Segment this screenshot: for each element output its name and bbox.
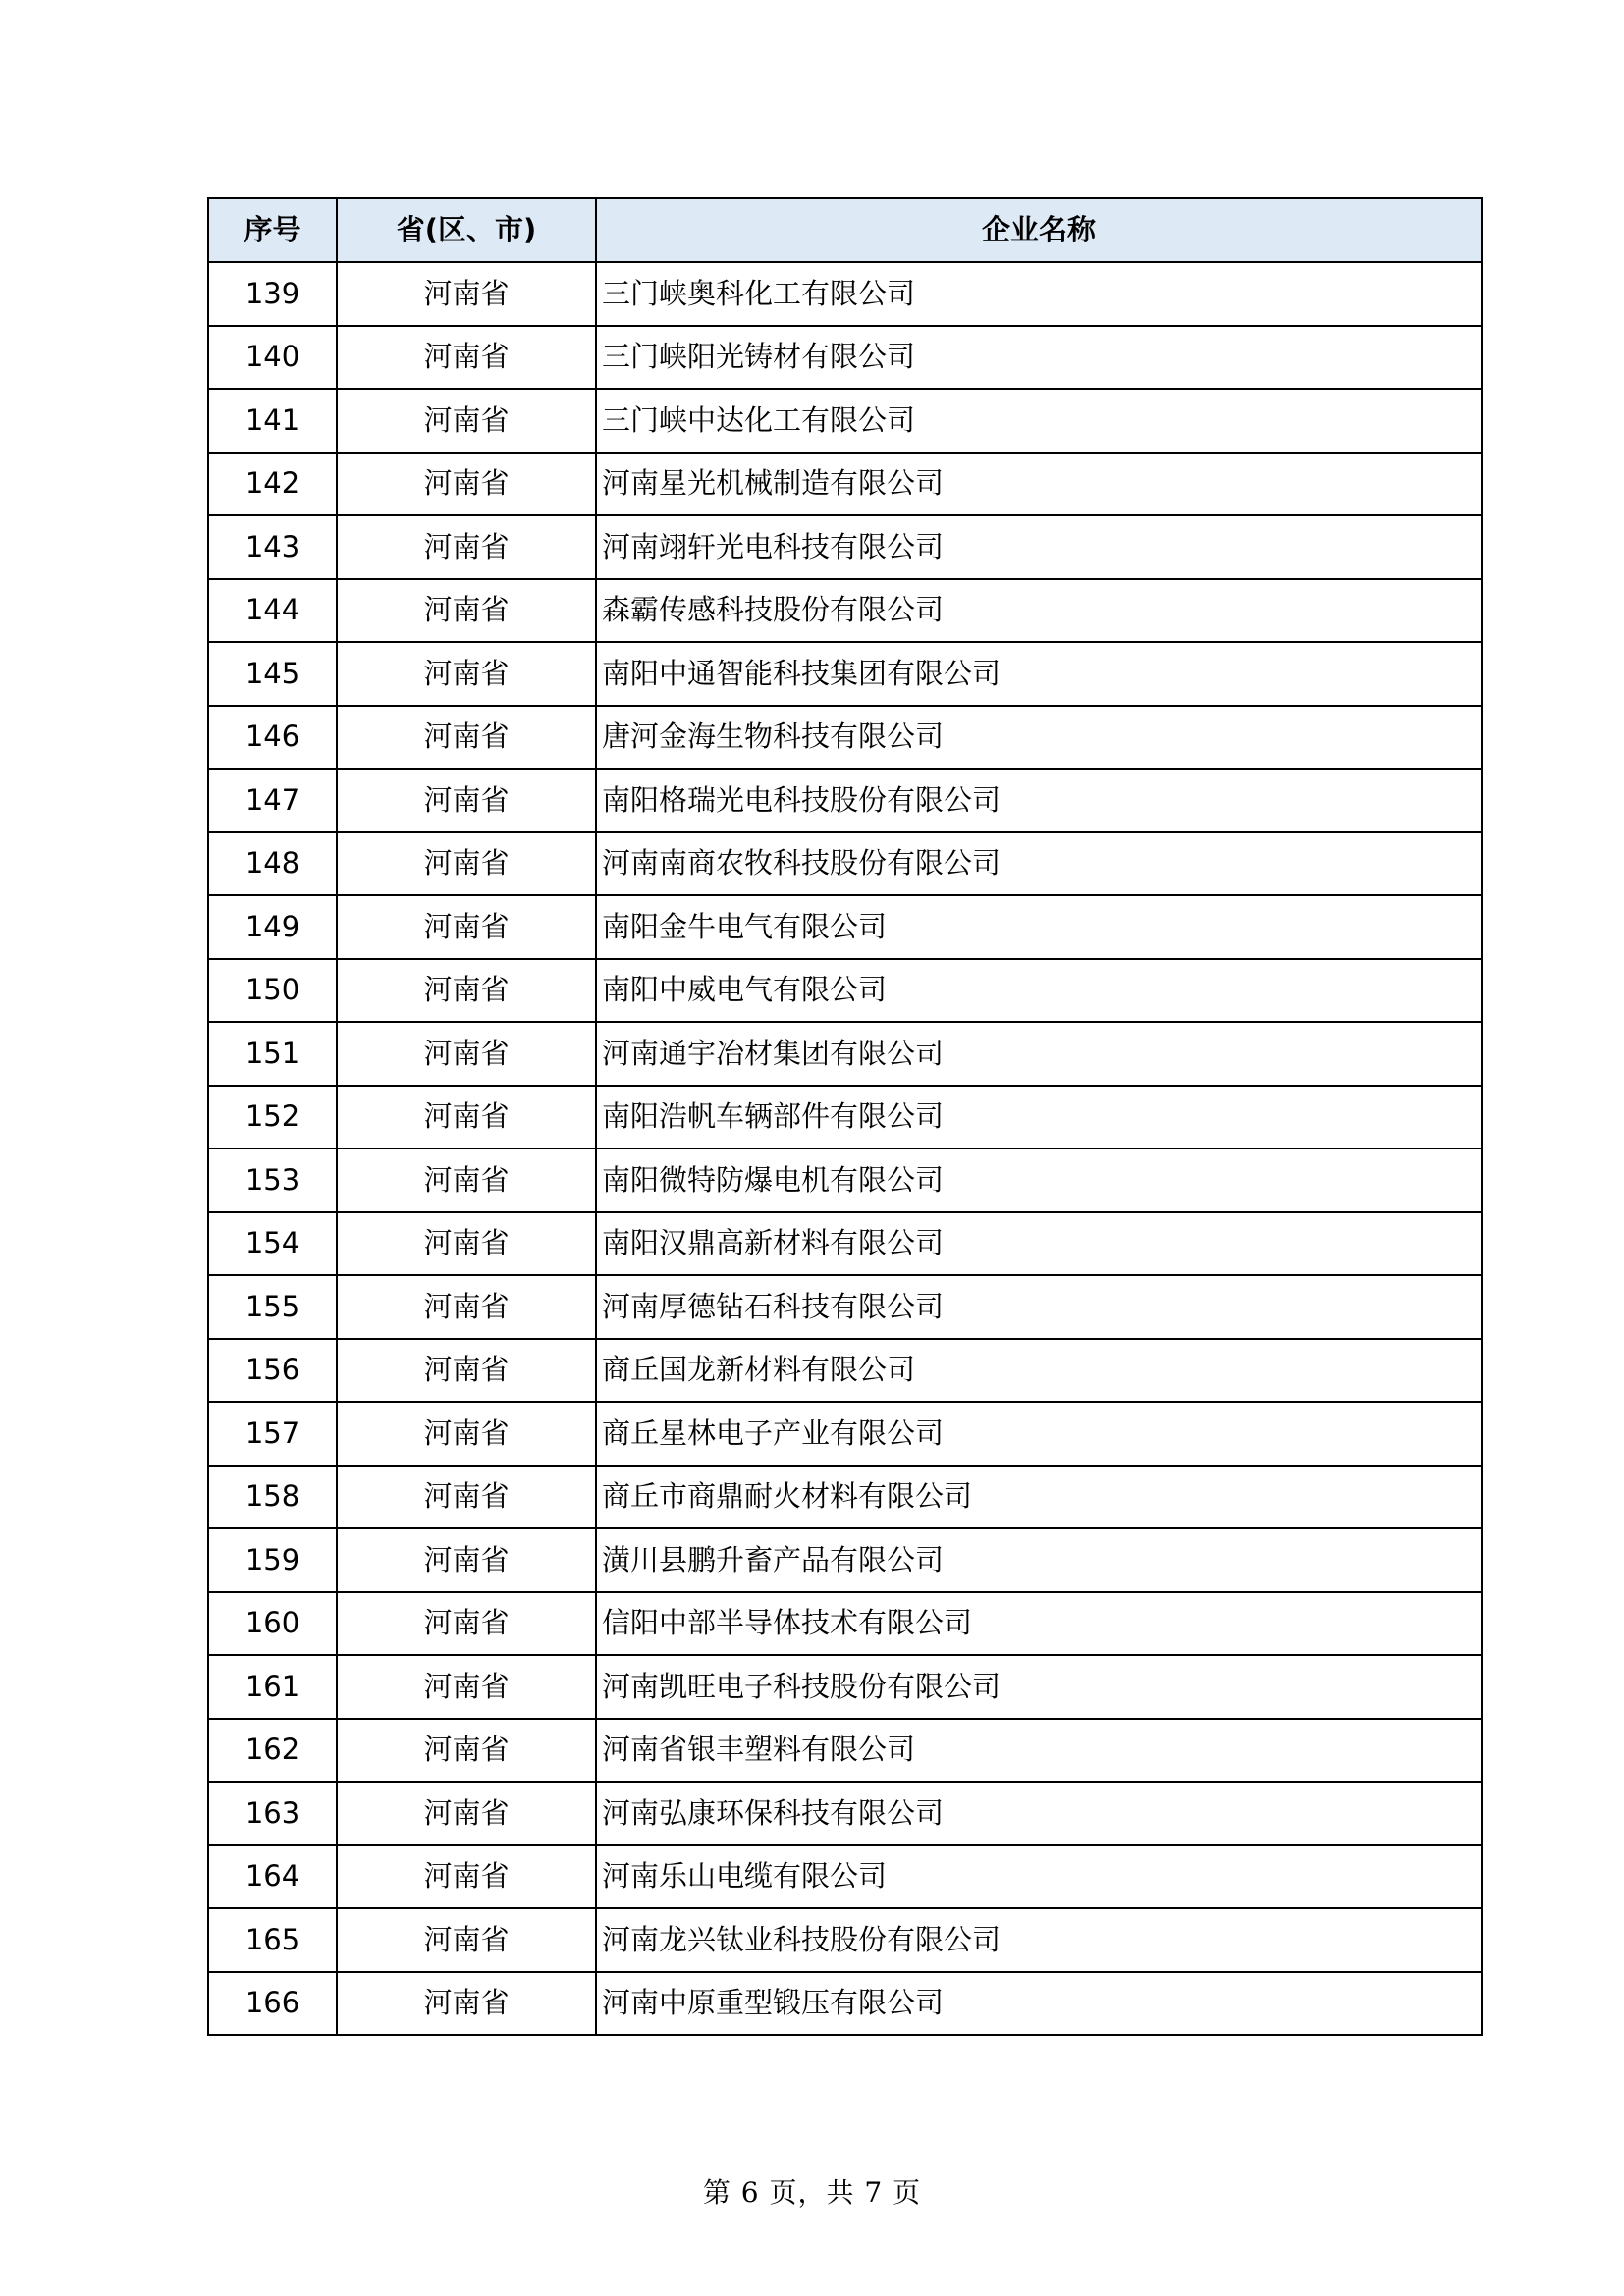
cell-company-name: 南阳微特防爆电机有限公司 <box>596 1148 1482 1212</box>
table-row <box>208 579 1482 643</box>
cell-province: 河南省 <box>337 769 596 832</box>
table-row <box>208 642 1482 706</box>
table-row <box>208 1845 1482 1909</box>
cell-province: 河南省 <box>337 1022 596 1086</box>
table-row <box>208 1592 1482 1656</box>
cell-province: 河南省 <box>337 326 596 390</box>
cell-seq: 140 <box>208 326 337 390</box>
cell-province: 河南省 <box>337 1719 596 1783</box>
page-number-footer: 第 6 页，共 7 页 <box>702 2176 922 2209</box>
table-row <box>208 1148 1482 1212</box>
cell-company-name: 河南省银丰塑料有限公司 <box>596 1719 1482 1783</box>
cell-province: 河南省 <box>337 706 596 770</box>
cell-company-name: 河南翊轩光电科技有限公司 <box>596 515 1482 579</box>
cell-province: 河南省 <box>337 1466 596 1529</box>
table-row <box>208 1086 1482 1149</box>
table-row <box>208 1782 1482 1845</box>
cell-province: 河南省 <box>337 1528 596 1592</box>
table-row <box>208 1719 1482 1783</box>
cell-province: 河南省 <box>337 1972 596 2036</box>
cell-company-name: 南阳浩帆车辆部件有限公司 <box>596 1086 1482 1149</box>
cell-province: 河南省 <box>337 1148 596 1212</box>
table-row <box>208 1212 1482 1276</box>
table-row <box>208 1908 1482 1972</box>
cell-seq: 148 <box>208 832 337 896</box>
cell-seq: 156 <box>208 1339 337 1403</box>
cell-company-name: 潢川县鹏升畜产品有限公司 <box>596 1528 1482 1592</box>
cell-province: 河南省 <box>337 1275 596 1339</box>
cell-company-name: 南阳中通智能科技集团有限公司 <box>596 642 1482 706</box>
cell-seq: 151 <box>208 1022 337 1086</box>
cell-seq: 139 <box>208 262 337 326</box>
table-row <box>208 262 1482 326</box>
table-row <box>208 959 1482 1023</box>
cell-seq: 150 <box>208 959 337 1023</box>
cell-province: 河南省 <box>337 1908 596 1972</box>
cell-company-name: 三门峡中达化工有限公司 <box>596 389 1482 453</box>
cell-seq: 160 <box>208 1592 337 1656</box>
cell-province: 河南省 <box>337 1655 596 1719</box>
table-row <box>208 706 1482 770</box>
cell-province: 河南省 <box>337 453 596 516</box>
cell-company-name: 森霸传感科技股份有限公司 <box>596 579 1482 643</box>
table-row <box>208 326 1482 390</box>
table-row <box>208 1655 1482 1719</box>
cell-company-name: 南阳中威电气有限公司 <box>596 959 1482 1023</box>
cell-seq: 165 <box>208 1908 337 1972</box>
header-province: 省(区、市) <box>337 198 596 262</box>
cell-province: 河南省 <box>337 895 596 959</box>
header-seq: 序号 <box>208 198 337 262</box>
cell-company-name: 南阳汉鼎高新材料有限公司 <box>596 1212 1482 1276</box>
table-header-row <box>208 198 1482 262</box>
table-row <box>208 453 1482 516</box>
cell-company-name: 河南星光机械制造有限公司 <box>596 453 1482 516</box>
cell-seq: 164 <box>208 1845 337 1909</box>
cell-company-name: 河南通宇冶材集团有限公司 <box>596 1022 1482 1086</box>
cell-seq: 163 <box>208 1782 337 1845</box>
cell-province: 河南省 <box>337 1592 596 1656</box>
cell-seq: 149 <box>208 895 337 959</box>
cell-province: 河南省 <box>337 1086 596 1149</box>
table-row <box>208 769 1482 832</box>
cell-company-name: 唐河金海生物科技有限公司 <box>596 706 1482 770</box>
cell-province: 河南省 <box>337 262 596 326</box>
cell-province: 河南省 <box>337 1402 596 1466</box>
cell-company-name: 三门峡奥科化工有限公司 <box>596 262 1482 326</box>
cell-company-name: 商丘星林电子产业有限公司 <box>596 1402 1482 1466</box>
table-row <box>208 1022 1482 1086</box>
cell-seq: 141 <box>208 389 337 453</box>
table-row <box>208 389 1482 453</box>
cell-province: 河南省 <box>337 579 596 643</box>
enterprise-list-table-container <box>207 197 1481 2036</box>
table-row <box>208 832 1482 896</box>
table-row <box>208 1339 1482 1403</box>
table-row <box>208 1275 1482 1339</box>
cell-province: 河南省 <box>337 1845 596 1909</box>
cell-company-name: 南阳格瑞光电科技股份有限公司 <box>596 769 1482 832</box>
cell-seq: 145 <box>208 642 337 706</box>
cell-company-name: 河南南商农牧科技股份有限公司 <box>596 832 1482 896</box>
table-body <box>208 262 1482 2035</box>
cell-province: 河南省 <box>337 515 596 579</box>
cell-seq: 159 <box>208 1528 337 1592</box>
cell-company-name: 商丘市商鼎耐火材料有限公司 <box>596 1466 1482 1529</box>
cell-company-name: 河南弘康环保科技有限公司 <box>596 1782 1482 1845</box>
cell-province: 河南省 <box>337 642 596 706</box>
cell-seq: 157 <box>208 1402 337 1466</box>
cell-seq: 155 <box>208 1275 337 1339</box>
cell-company-name: 三门峡阳光铸材有限公司 <box>596 326 1482 390</box>
cell-province: 河南省 <box>337 389 596 453</box>
table-row <box>208 1466 1482 1529</box>
cell-seq: 153 <box>208 1148 337 1212</box>
cell-company-name: 河南乐山电缆有限公司 <box>596 1845 1482 1909</box>
cell-province: 河南省 <box>337 1782 596 1845</box>
cell-company-name: 河南龙兴钛业科技股份有限公司 <box>596 1908 1482 1972</box>
cell-seq: 154 <box>208 1212 337 1276</box>
cell-company-name: 信阳中部半导体技术有限公司 <box>596 1592 1482 1656</box>
cell-province: 河南省 <box>337 959 596 1023</box>
table-row <box>208 515 1482 579</box>
table-row <box>208 895 1482 959</box>
table-row <box>208 1402 1482 1466</box>
cell-company-name: 河南厚德钻石科技有限公司 <box>596 1275 1482 1339</box>
cell-seq: 147 <box>208 769 337 832</box>
table-row <box>208 1972 1482 2036</box>
cell-seq: 146 <box>208 706 337 770</box>
cell-seq: 142 <box>208 453 337 516</box>
header-company: 企业名称 <box>596 198 1482 262</box>
enterprise-list-table <box>207 197 1483 2036</box>
cell-company-name: 商丘国龙新材料有限公司 <box>596 1339 1482 1403</box>
cell-company-name: 南阳金牛电气有限公司 <box>596 895 1482 959</box>
cell-province: 河南省 <box>337 1212 596 1276</box>
table-row <box>208 1528 1482 1592</box>
cell-seq: 161 <box>208 1655 337 1719</box>
cell-seq: 158 <box>208 1466 337 1529</box>
cell-seq: 152 <box>208 1086 337 1149</box>
cell-seq: 144 <box>208 579 337 643</box>
cell-company-name: 河南中原重型锻压有限公司 <box>596 1972 1482 2036</box>
cell-seq: 143 <box>208 515 337 579</box>
cell-seq: 162 <box>208 1719 337 1783</box>
cell-seq: 166 <box>208 1972 337 2036</box>
cell-province: 河南省 <box>337 1339 596 1403</box>
cell-province: 河南省 <box>337 832 596 896</box>
cell-company-name: 河南凯旺电子科技股份有限公司 <box>596 1655 1482 1719</box>
